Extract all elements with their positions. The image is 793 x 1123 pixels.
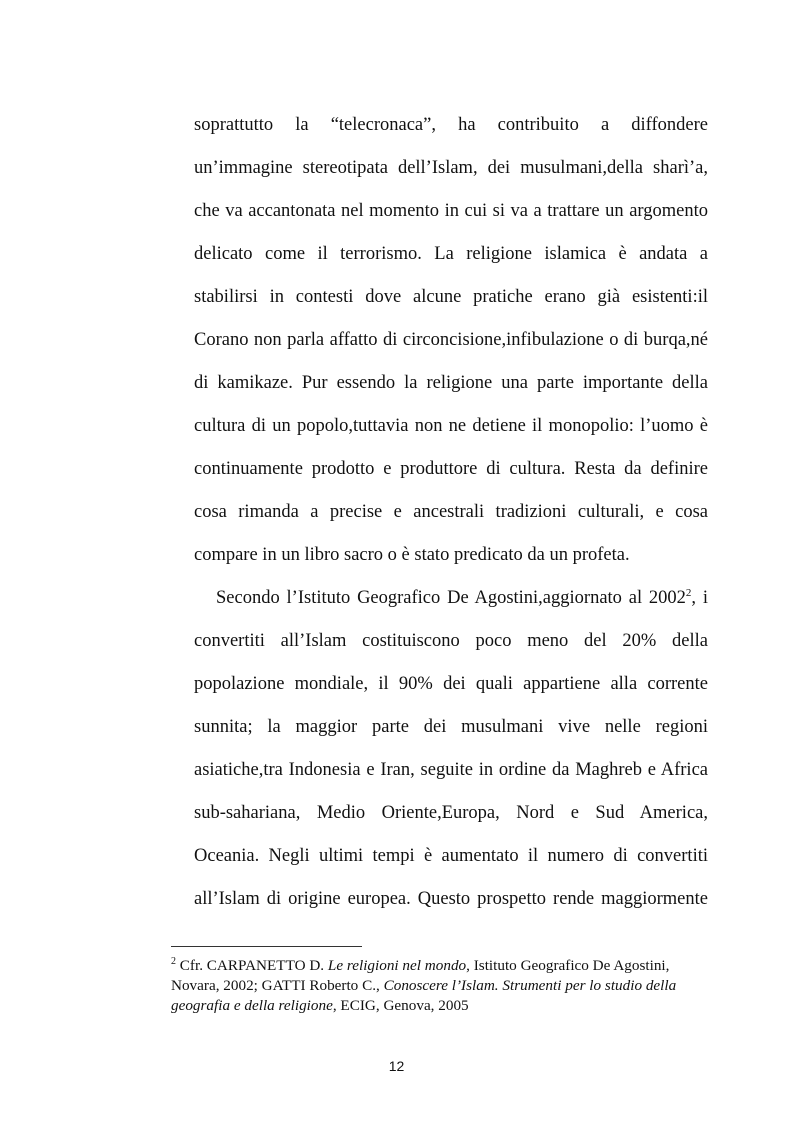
footnote-title: geografia e della religione bbox=[171, 997, 333, 1014]
footnote-reference: 2 bbox=[685, 586, 692, 599]
body-line: Oceania. Negli ultimi tempi è aumentato il numero di convertiti bbox=[194, 846, 708, 866]
body-line: Corano non parla affatto di circoncisione,infibulazione o di burqa,né bbox=[194, 330, 708, 350]
footnote-text: Novara, 2002; GATTI Roberto C., bbox=[171, 977, 384, 994]
body-line: all’Islam di origine europea. Questo prospetto rende maggiormente bbox=[194, 889, 708, 909]
body-line: che va accantonata nel momento in cui si va a trattare un argomento bbox=[194, 201, 708, 221]
body-line: delicato come il terrorismo. La religione islamica è andata a bbox=[194, 244, 708, 264]
page-number: 12 bbox=[388, 1058, 405, 1074]
body-text: , i bbox=[691, 588, 709, 608]
body-line: popolazione mondiale, il 90% dei quali appartiene alla corrente bbox=[194, 674, 708, 694]
body-line: di kamikaze. Pur essendo la religione una parte importante della bbox=[194, 373, 708, 393]
paragraph-first-line bbox=[216, 584, 708, 612]
footnote-text: Cfr. CARPANETTO D. bbox=[179, 957, 328, 974]
footnote-line bbox=[171, 975, 708, 996]
footnote-mark: 2 bbox=[171, 955, 176, 967]
body-line: cultura di un popolo,tuttavia non ne detiene il monopolio: l’uomo è bbox=[194, 416, 708, 436]
footnote-text: , Istituto Geografico De Agostini, bbox=[466, 957, 670, 974]
body-line: stabilirsi in contesti dove alcune pratiche erano già esistenti:il bbox=[194, 287, 708, 307]
footnote-line bbox=[171, 955, 708, 976]
body-line: soprattutto la “telecronaca”, ha contribuito a diffondere bbox=[194, 115, 708, 135]
body-line: convertiti all’Islam costituiscono poco meno del 20% della bbox=[194, 631, 708, 651]
body-text: Secondo l’Istituto Geografico De Agostini,aggiornato al 2002 bbox=[216, 588, 686, 608]
footnote-title: Conoscere l’Islam. Strumenti per lo studio della bbox=[383, 977, 677, 994]
body-line: compare in un libro sacro o è stato predicato da un profeta. bbox=[194, 545, 630, 565]
footnote-title: Le religioni nel mondo bbox=[327, 957, 467, 974]
body-line: continuamente prodotto e produttore di cultura. Resta da definire bbox=[194, 459, 708, 479]
body-line: sunnita; la maggior parte dei musulmani vive nelle regioni bbox=[194, 717, 708, 737]
footnote-text: , ECIG, Genova, 2005 bbox=[332, 997, 469, 1014]
body-line: cosa rimanda a precise e ancestrali tradizioni culturali, e cosa bbox=[194, 502, 708, 522]
body-line: asiatiche,tra Indonesia e Iran, seguite in ordine da Maghreb e Africa bbox=[194, 760, 708, 780]
body-line: sub-sahariana, Medio Oriente,Europa, Nord e Sud America, bbox=[194, 803, 708, 823]
footnote-line bbox=[171, 995, 708, 1016]
body-line: un’immagine stereotipata dell’Islam, dei musulmani,della sharì’a, bbox=[194, 158, 708, 178]
footnote-separator bbox=[171, 946, 362, 947]
